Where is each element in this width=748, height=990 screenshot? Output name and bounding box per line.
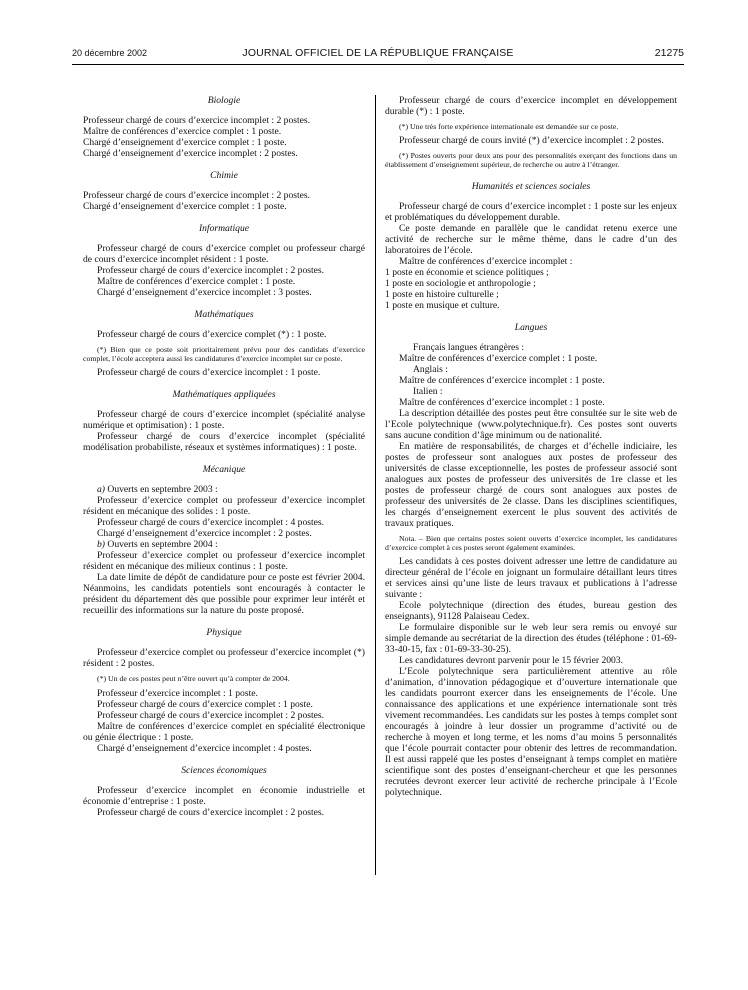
text-line: Chargé d’enseignement d’exercice incomplet : 4 postes. bbox=[97, 742, 312, 754]
text-line: Professeur chargé de cours d’exercice incomplet : 2 postes. bbox=[97, 806, 325, 818]
footnote: (*) Postes ouverts pour deux ans pour des personnalités exerçant des fonctions dans un établissement d’enseignement supérieur, de recherche ou autre à l’étranger. bbox=[385, 151, 677, 170]
section-heading-langues: Langues bbox=[514, 321, 548, 333]
text-line: Professeur chargé de cours d’exercice incomplet : 2 postes. bbox=[97, 709, 325, 721]
subsection-text: Ouverts en septembre 2004 : bbox=[105, 539, 218, 551]
text-line: Professeur d’exercice incomplet : 1 poste. bbox=[97, 687, 258, 699]
list-item: 1 poste en sociologie et anthropologie ; bbox=[385, 277, 536, 289]
text-paragraph: Professeur d’exercice complet ou professeur d’exercice incomplet (*) résident : 2 postes. bbox=[83, 647, 365, 670]
text-line: Professeur chargé de cours d’exercice incomplet : 1 poste. bbox=[97, 367, 321, 379]
list-marker: a) bbox=[97, 484, 105, 496]
text-paragraph: Professeur chargé de cours d’exercice incomplet (spécialité analyse numérique et optimisation) : 1 poste. bbox=[83, 409, 365, 432]
section-heading-physique: Physique bbox=[206, 627, 242, 639]
journal-title: JOURNAL OFFICIEL DE LA RÉPUBLIQUE FRANÇAISE bbox=[242, 47, 514, 59]
text-paragraph: Maître de conférences d’exercice complet en spécialité électronique ou génie électrique : 1 poste. bbox=[83, 720, 365, 743]
text-paragraph: Ce poste demande en parallèle que le candidat retenu exerce une activité de recherche sur le même thème, dans le cadre d’un des laboratoires de l’école. bbox=[385, 222, 677, 256]
text-paragraph: Professeur chargé de cours d’exercice incomplet en développement durable (*) : 1 poste. bbox=[385, 95, 677, 117]
section-heading-chimie: Chimie bbox=[210, 170, 238, 181]
text-line: Maître de conférences d’exercice complet : 1 poste. bbox=[399, 352, 598, 364]
text-paragraph: Professeur chargé de cours d’exercice incomplet : 1 poste sur les enjeux et problématiques du développement durable. bbox=[385, 200, 677, 223]
list-item: 1 poste en musique et culture. bbox=[385, 299, 500, 311]
footnote: (*) Un de ces postes peut n’être ouvert qu’à compter de 2004. bbox=[97, 674, 290, 684]
language-label: Français langues étrangères : bbox=[413, 341, 525, 353]
text-line: Maître de conférences d’exercice incomplet : bbox=[399, 255, 573, 267]
section-heading-informatique: Informatique bbox=[198, 223, 250, 234]
text-paragraph: Professeur d’exercice complet ou professeur d’exercice incomplet résident en mécanique des milieux continus : 1 poste. bbox=[83, 550, 365, 573]
section-heading-biologie: Biologie bbox=[207, 95, 241, 106]
header-date: 20 décembre 2002 bbox=[72, 48, 148, 58]
text-line: Chargé d’enseignement d’exercice incomplet : 2 postes. bbox=[83, 148, 298, 159]
text-paragraph: Professeur chargé de cours d’exercice complet ou professeur chargé de cours d’exercice incomplet résident : 1 poste. bbox=[83, 243, 365, 265]
list-item: 1 poste en économie et science politiques ; bbox=[385, 266, 549, 278]
list-item: 1 poste en histoire culturelle ; bbox=[385, 288, 499, 300]
text-paragraph: La description détaillée des postes peut être consultée sur le site web de l’Ecole polytechnique (www.polytechnique.fr). Ces postes sont ouverts sans aucune condition d’âge minimum ou de nationalité. bbox=[385, 407, 677, 441]
section-heading-humanites: Humanités et sciences sociales bbox=[471, 180, 591, 192]
text-line: Chargé d’enseignement d’exercice incomplet : 3 postes. bbox=[97, 287, 312, 298]
section-heading-mecanique: Mécanique bbox=[202, 464, 246, 476]
subsection-label bbox=[83, 484, 365, 495]
column-separator bbox=[375, 95, 376, 875]
page-number: 21275 bbox=[654, 47, 684, 59]
text-line: Maître de conférences d’exercice complet : 1 poste. bbox=[83, 126, 282, 137]
text-paragraph: En matière de responsabilités, de charges et d’échelle indiciaire, les postes de professeur sont analogues aux postes de professeur des universités de classe exceptionnelle, les postes de professeur associé sont analogues aux postes de professeur des universités de 1re classe et les postes de professeur chargé de cours sont analogues aux postes de professeur des universités de 2e classe. Dans les disciplines scientifiques, les chargés d’enseignement exercent le plus souvent des activités de travaux pratiques. bbox=[385, 440, 677, 529]
text-paragraph: Professeur chargé de cours invité (*) d’exercice incomplet : 2 postes. bbox=[399, 135, 664, 147]
text-line: Professeur chargé de cours d’exercice complet : 1 poste. bbox=[97, 698, 313, 710]
text-line: Professeur chargé de cours d’exercice incomplet : 2 postes. bbox=[83, 190, 311, 201]
text-paragraph: Professeur d’exercice complet ou professeur d’exercice incomplet résident en mécanique des solides : 1 poste. bbox=[83, 495, 365, 518]
text-line: Professeur chargé de cours d’exercice incomplet : 4 postes. bbox=[97, 517, 325, 529]
text-paragraph: L’Ecole polytechnique sera particulièrement attentive au rôle d’animation, d’innovation pédagogique et d’ouverture internationale que les candidats pourront exercer dans les enseignements de l’école. Une connaissance des applications et une expérience internationale sont très vivement recommandées. Les candidats sur les postes à temps complet sont encouragés à joindre à leur dossier un programme d’activité ou de recherche à moyen et long terme, et les noms d’au moins 5 personnalités que l’école pourrait contacter pour obtenir des lettres de recommandation. Il est aussi rappelé que les postes d’enseignant à temps complet en matière scientifique sont des postes d’enseignant-chercheur et que les personnes recrutées devront exercer leur activité de recherche principale à l’Ecole polytechnique. bbox=[385, 666, 677, 799]
footnote: (*) Bien que ce poste soit prioritairement prévu pour des candidats d’exercice complet, l’école acceptera aussi les candidatures d’exercice incomplet sur ce poste. bbox=[83, 345, 365, 364]
list-marker: b) bbox=[97, 539, 105, 551]
text-line: Professeur chargé de cours d’exercice complet (*) : 1 poste. bbox=[97, 329, 327, 340]
section-heading-maths-appliquees: Mathématiques appliquées bbox=[172, 389, 276, 401]
text-paragraph: Professeur d’exercice incomplet en économie industrielle et économie d’entreprise : 1 poste. bbox=[83, 784, 365, 807]
right-column bbox=[385, 95, 677, 798]
header-rule bbox=[72, 64, 684, 65]
page-header bbox=[72, 48, 684, 62]
subsection-text: Ouverts en septembre 2003 : bbox=[105, 484, 218, 496]
section-heading-mathematiques: Mathématiques bbox=[194, 309, 254, 320]
language-label: Italien : bbox=[413, 385, 443, 397]
text-line: Professeur chargé de cours d’exercice incomplet : 2 postes. bbox=[83, 115, 311, 126]
text-line: Maître de conférences d’exercice incomplet : 1 poste. bbox=[399, 374, 605, 386]
text-line: Chargé d’enseignement d’exercice complet : 1 poste. bbox=[83, 201, 287, 212]
subsection-label bbox=[83, 539, 365, 550]
text-paragraph: La date limite de dépôt de candidature pour ce poste est février 2004. Néanmoins, les candidats potentiels sont encouragés à contacter le président du département dès que possible pour exprimer leur intérêt et recueillir des informations sur la nature du poste proposé. bbox=[83, 572, 365, 617]
language-label: Anglais : bbox=[413, 363, 448, 375]
left-column bbox=[83, 95, 365, 818]
section-heading-sciences-economiques: Sciences économiques bbox=[181, 764, 267, 776]
text-line: Professeur chargé de cours d’exercice incomplet : 2 postes. bbox=[97, 265, 325, 276]
text-line: Maître de conférences d’exercice complet : 1 poste. bbox=[97, 276, 296, 287]
text-paragraph: Le formulaire disponible sur le web leur sera remis ou envoyé sur simple demande au secrétariat de la direction des études (téléphone : 01-69-33-40-15, fax : 01-69-33-30-25). bbox=[385, 622, 677, 656]
nota-footnote: Nota. – Bien que certains postes soient ouverts d’exercice incomplet, les candidatures d’exercice complet à ces postes seront également examinées. bbox=[385, 533, 677, 552]
text-line: Chargé d’enseignement d’exercice complet : 1 poste. bbox=[83, 137, 287, 148]
text-paragraph: Professeur chargé de cours d’exercice incomplet (spécialité modélisation probabiliste, réseaux et systèmes informatiques) : 1 poste. bbox=[83, 431, 365, 454]
text-line: Chargé d’enseignement d’exercice incomplet : 2 postes. bbox=[97, 528, 312, 540]
text-paragraph: Les candidats à ces postes doivent adresser une lettre de candidature au directeur général de l’école en joignant un formulaire détaillant leurs titres et services ainsi qu’une liste de leurs travaux et publications à l’adresse suivante : bbox=[385, 556, 677, 601]
text-line: Maître de conférences d’exercice incomplet : 1 poste. bbox=[399, 396, 605, 408]
address-paragraph: Ecole polytechnique (direction des études, bureau gestion des enseignants), 91128 Palaiseau Cedex. bbox=[385, 600, 677, 623]
footnote: (*) Une très forte expérience internationale est demandée sur ce poste. bbox=[399, 122, 619, 131]
text-line: Les candidatures devront parvenir pour le 15 février 2003. bbox=[399, 655, 624, 667]
